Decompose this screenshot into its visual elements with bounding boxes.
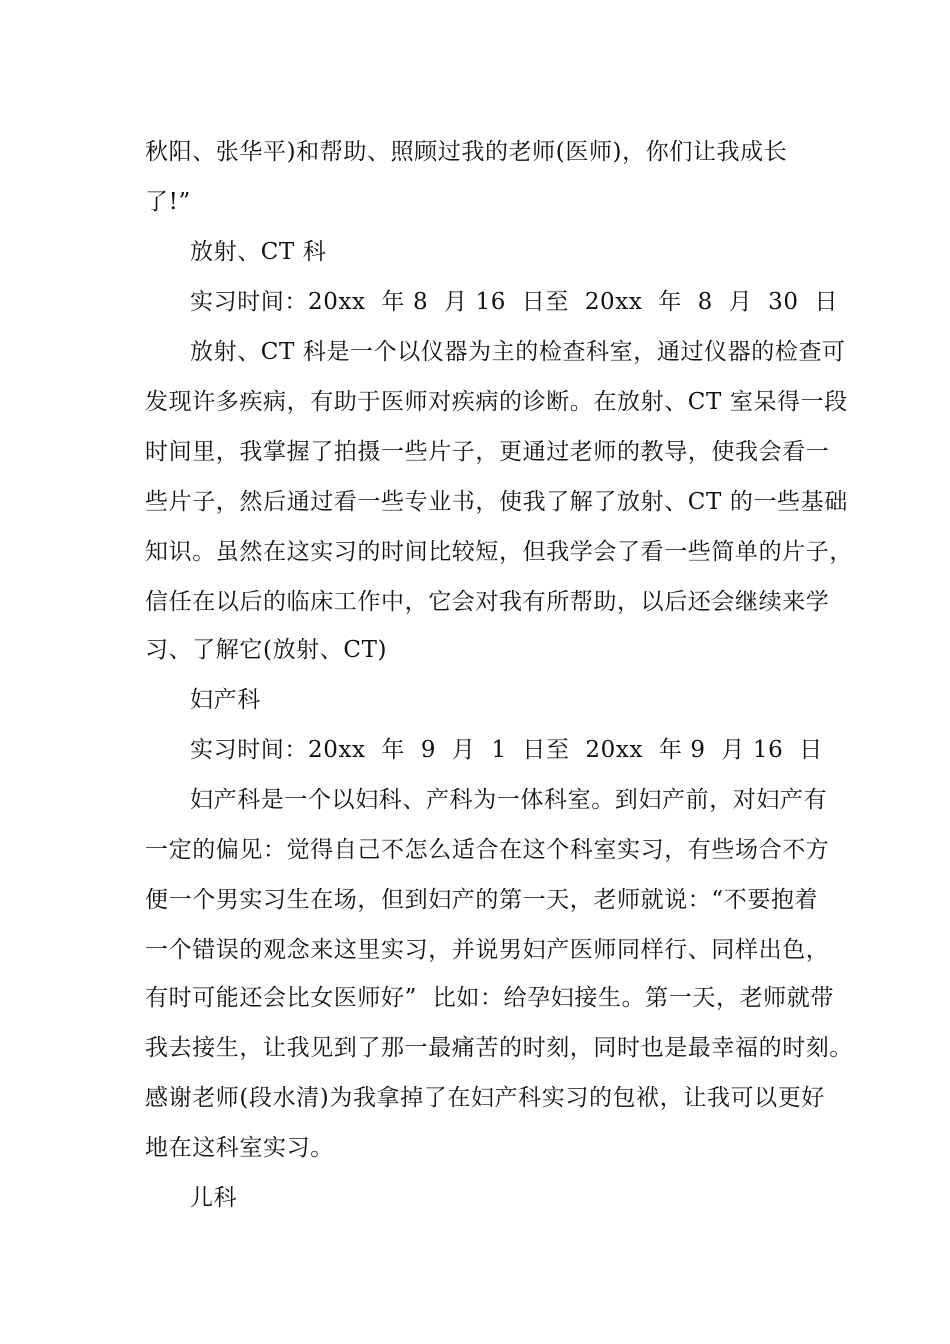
section-heading-obstetrics: 妇产科 xyxy=(190,687,261,713)
paragraph-line: 习、了解它(放射、CT) xyxy=(145,637,388,663)
paragraph-line: 便一个男实习生在场，但到妇产的第一天，老师就说：“不要抱着 xyxy=(145,887,819,913)
paragraph-line: 地在这科室实习。 xyxy=(145,1135,334,1161)
paragraph-line: 些片子，然后通过看一些专业书，使我了解了放射、CT 的一些基础 xyxy=(145,489,848,515)
section-heading-radiology: 放射、CT 科 xyxy=(190,239,327,265)
paragraph-line: 一定的偏见：觉得自己不怎么适合在这个科室实习，有些场合不方 xyxy=(145,837,830,863)
paragraph-line: 信任在以后的临床工作中，它会对我有所帮助，以后还会继续来学 xyxy=(145,589,830,615)
paragraph-line: 了!” xyxy=(145,189,191,215)
internship-period-radiology: 实习时间：20xx 年 8 月 16 日至 20xx 年 8 月 30 日 xyxy=(190,289,839,315)
paragraph-line: 秋阳、张华平)和帮助、照顾过我的老师(医师)，你们让我成长 xyxy=(145,139,788,165)
paragraph-line: 知识。虽然在这实习的时间比较短，但我学会了看一些简单的片子， xyxy=(145,539,853,565)
paragraph-line: 感谢老师(段水清)为我拿掉了在妇产科实习的包袱，让我可以更好 xyxy=(145,1085,825,1111)
section-heading-pediatrics: 儿科 xyxy=(190,1185,238,1211)
paragraph-line: 我去接生，让我见到了那一最痛苦的时刻，同时也是最幸福的时刻。 xyxy=(145,1035,853,1061)
paragraph-line: 放射、CT 科是一个以仪器为主的检查科室，通过仪器的检查可 xyxy=(190,339,846,365)
paragraph-line: 一个错误的观念来这里实习，并说男妇产医师同样行、同样出色， xyxy=(145,937,830,963)
internship-period-obstetrics: 实习时间：20xx 年 9 月 1 日至 20xx 年 9 月 16 日 xyxy=(190,737,823,763)
paragraph-line: 发现许多疾病，有助于医师对疾病的诊断。在放射、CT 室呆得一段 xyxy=(145,389,848,415)
paragraph-line: 时间里，我掌握了拍摄一些片子，更通过老师的教导，使我会看一 xyxy=(145,439,830,465)
paragraph-line: 有时可能还会比女医师好” 比如：给孕妇接生。第一天，老师就带 xyxy=(145,985,834,1011)
paragraph-line: 妇产科是一个以妇科、产科为一体科室。到妇产前，对妇产有 xyxy=(190,787,828,813)
